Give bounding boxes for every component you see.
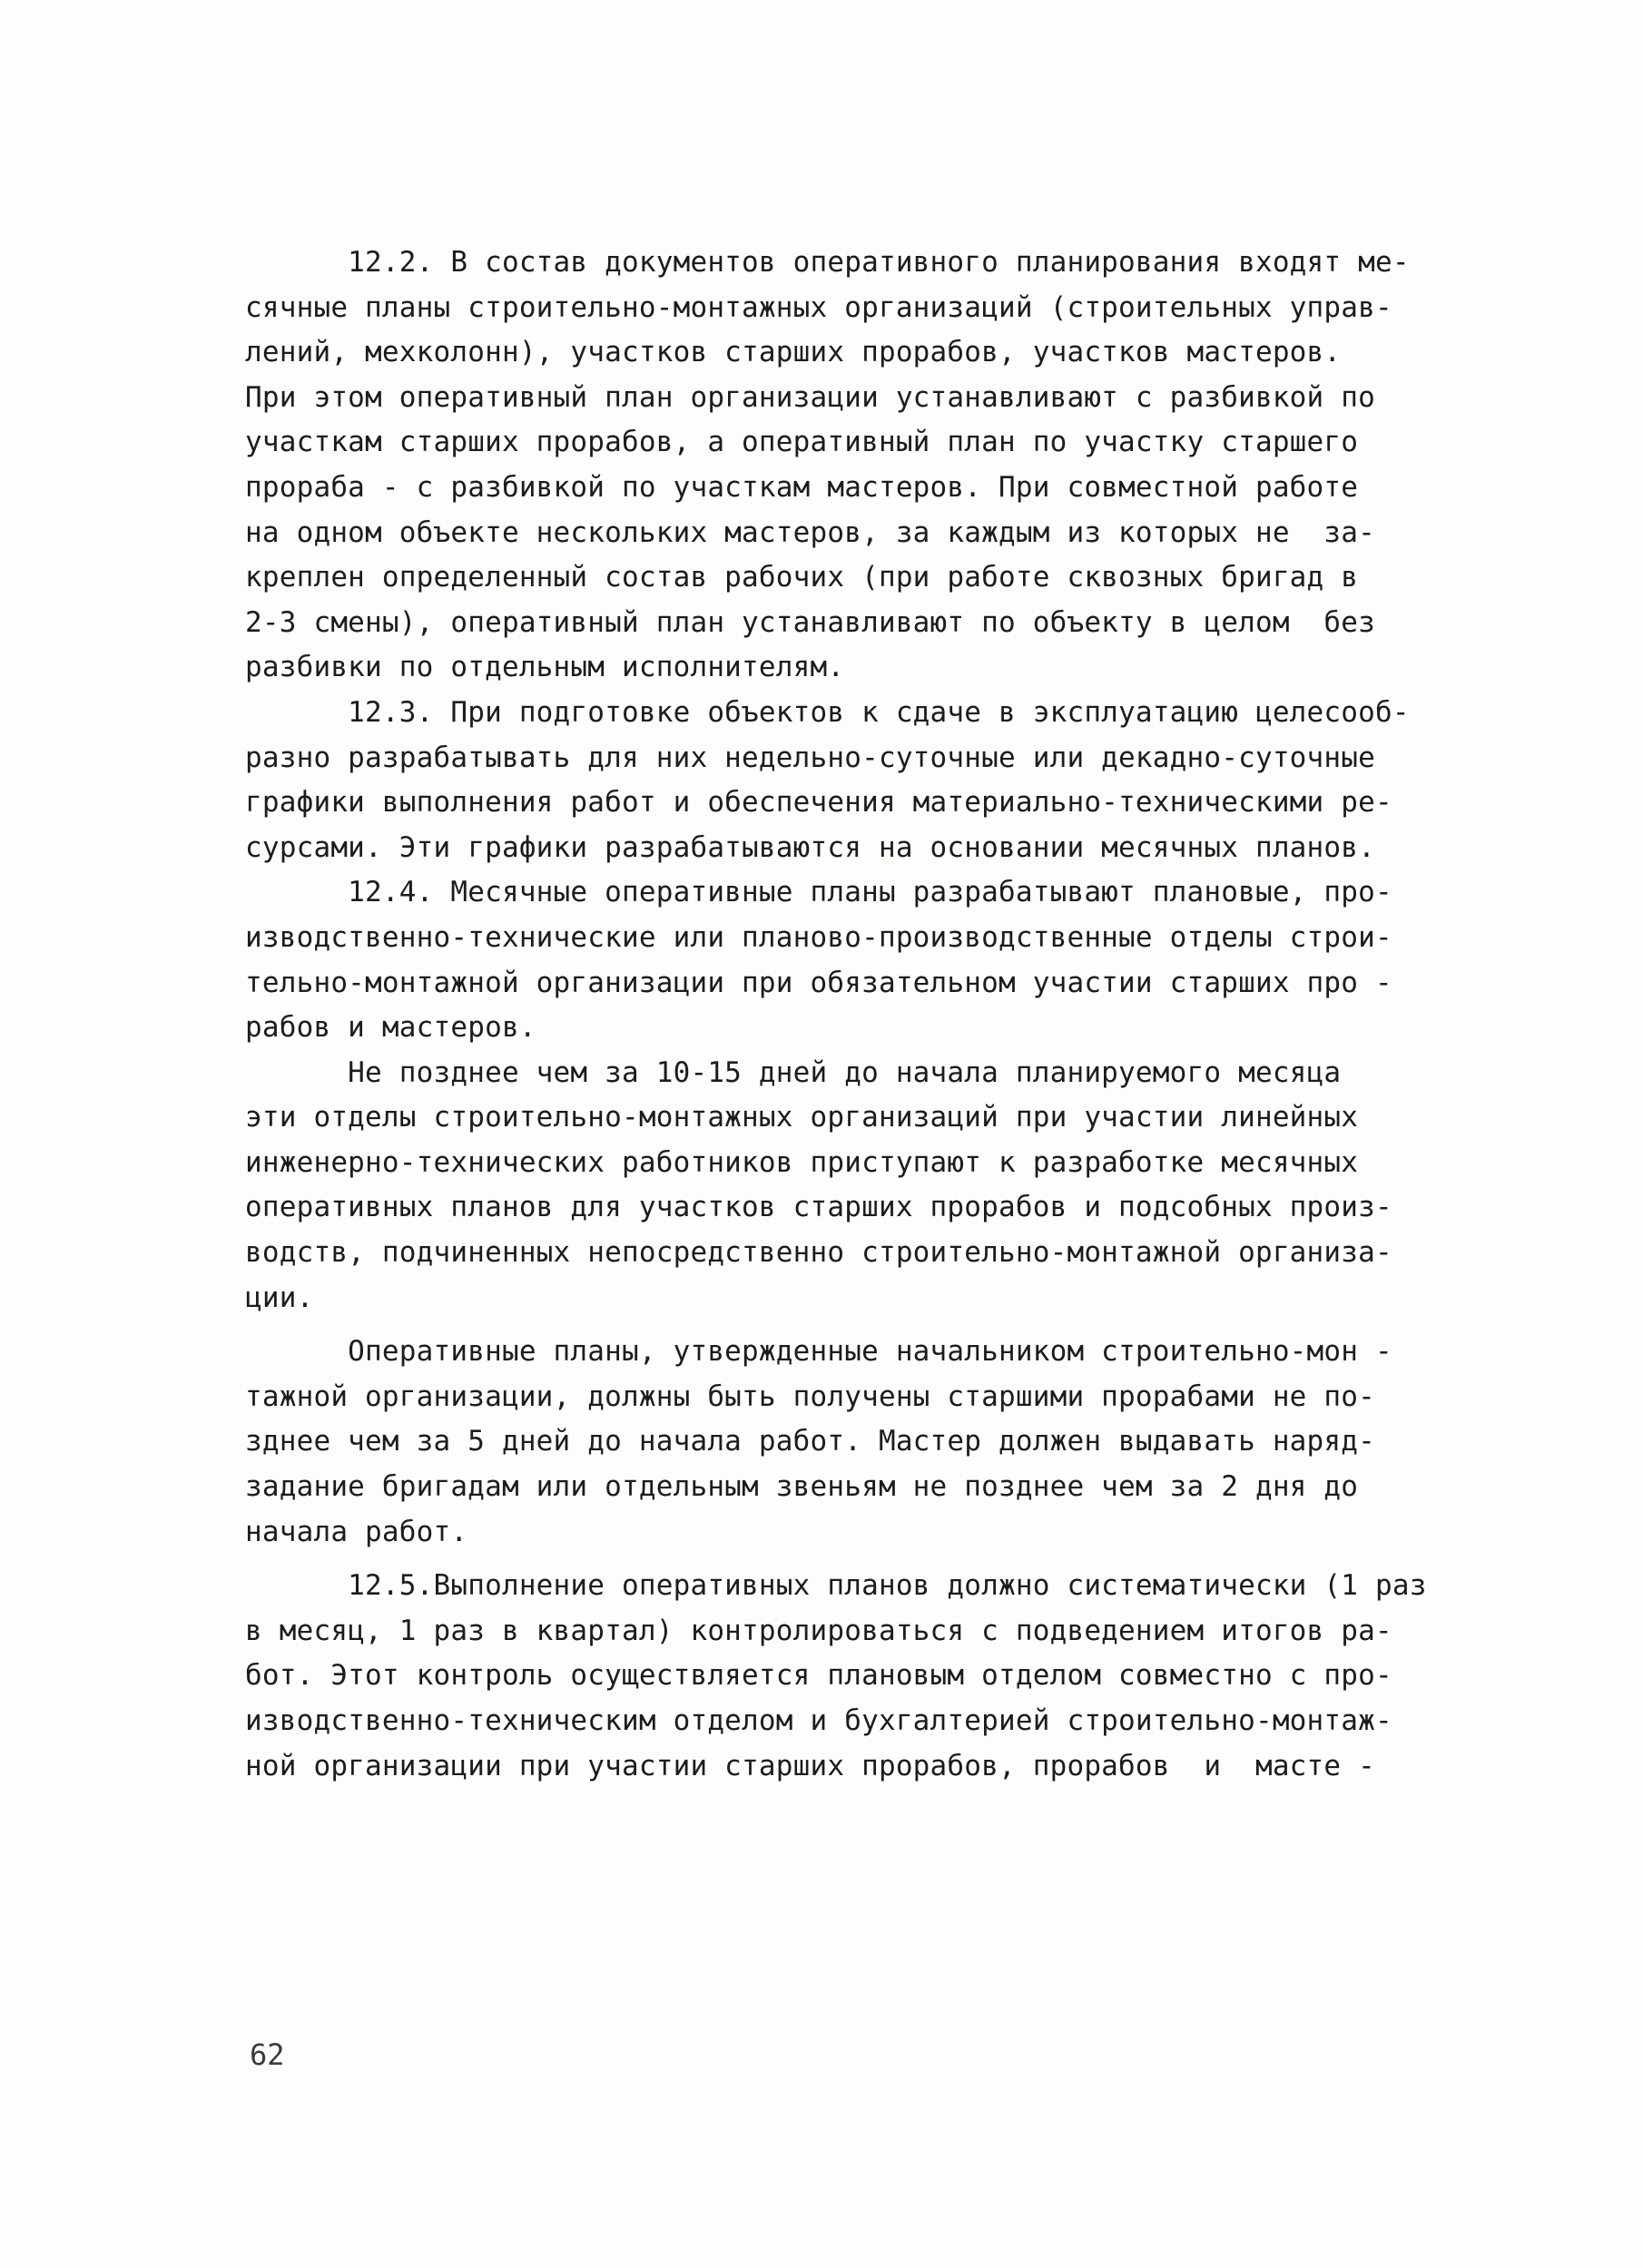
paragraph-gap xyxy=(245,1555,1480,1564)
text-line: на одном объекте нескольких мастеров, за каждым из которых не за- xyxy=(245,515,1375,549)
text-line: тельно-монтажной организации при обязательном участии старших про - xyxy=(245,966,1392,999)
text-line: оперативных планов для участков старших прорабов и подсобных произ- xyxy=(245,1191,1392,1224)
text-line: 12.2. В состав документов оперативного планирования входят ме- xyxy=(245,246,1410,279)
paragraph-deadline xyxy=(245,1051,1480,1321)
text-line: задание бригадам или отдельным звеньям не позднее чем за 2 дня до xyxy=(245,1470,1359,1504)
text-line: 12.3. При подготовке объектов к сдаче в эксплуатацию целесооб- xyxy=(245,695,1410,729)
text-line: изводственно-технические или планово-производственные отделы строи- xyxy=(245,920,1392,954)
text-line: ной организации при участии старших прорабов, прорабов и масте - xyxy=(245,1749,1375,1782)
text-line: графики выполнения работ и обеспечения материально-техническими ре- xyxy=(245,786,1392,820)
text-line: эти отделы строительно-монтажных организаций при участии линейных xyxy=(245,1101,1359,1134)
text-line: 2-3 смены), оперативный план устанавливают по объекту в целом без xyxy=(245,605,1375,639)
paragraph-12-3 xyxy=(245,691,1480,870)
text-line: При этом оперативный план организации устанавливают с разбивкой по xyxy=(245,380,1375,414)
text-line: зднее чем за 5 дней до начала работ. Мастер должен выдавать наряд- xyxy=(245,1425,1375,1458)
text-line: Оперативные планы, утвержденные начальником строительно-мон - xyxy=(245,1335,1392,1369)
paragraph-12-4 xyxy=(245,870,1480,1050)
text-line: изводственно-техническим отделом и бухгалтерией строительно-монтаж- xyxy=(245,1704,1392,1737)
text-line: 12.4. Месячные оперативные планы разрабатывают плановые, про- xyxy=(245,876,1392,909)
document-body xyxy=(245,241,1480,1789)
text-line: сячные планы строительно-монтажных организаций (строительных управ- xyxy=(245,290,1392,324)
text-line: Не позднее чем за 10-15 дней до начала планируемого месяца xyxy=(245,1055,1342,1089)
text-line: участкам старших прорабов, а оперативный план по участку старшего xyxy=(245,426,1359,459)
text-line: тажной организации, должны быть получены старшими прорабами не по- xyxy=(245,1379,1375,1413)
text-line: прораба - с разбивкой по участкам мастеров. При совместной работе xyxy=(245,470,1359,504)
text-line: ции. xyxy=(245,1281,314,1314)
text-line: в месяц, 1 раз в квартал) контролироваться с подведением итогов ра- xyxy=(245,1614,1392,1647)
text-line: разбивки по отдельным исполнителям. xyxy=(245,651,845,684)
text-line: водств, подчиненных непосредственно строительно-монтажной организа- xyxy=(245,1236,1392,1270)
paragraph-gap xyxy=(245,1321,1480,1330)
text-line: начала работ. xyxy=(245,1515,468,1548)
text-line: разно разрабатывать для них недельно-суточные или декадно-суточные xyxy=(245,741,1375,774)
text-line: инженерно-технических работников приступают к разработке месячных xyxy=(245,1145,1359,1179)
text-line: лений, мехколонн), участков старших прорабов, участков мастеров. xyxy=(245,336,1342,369)
page-number: 62 xyxy=(250,2037,285,2072)
paragraph-approved-plans xyxy=(245,1330,1480,1555)
paragraph-12-2 xyxy=(245,241,1480,691)
text-line: креплен определенный состав рабочих (при работе сквозных бригад в xyxy=(245,561,1359,594)
paragraph-12-5 xyxy=(245,1564,1480,1789)
text-line: рабов и мастеров. xyxy=(245,1011,536,1045)
text-line: сурсами. Эти графики разрабатываются на основании месячных планов. xyxy=(245,830,1375,864)
text-line: 12.5.Выполнение оперативных планов должно систематически (1 раз xyxy=(245,1569,1427,1603)
text-line: бот. Этот контроль осуществляется плановым отделом совместно с про- xyxy=(245,1659,1392,1693)
